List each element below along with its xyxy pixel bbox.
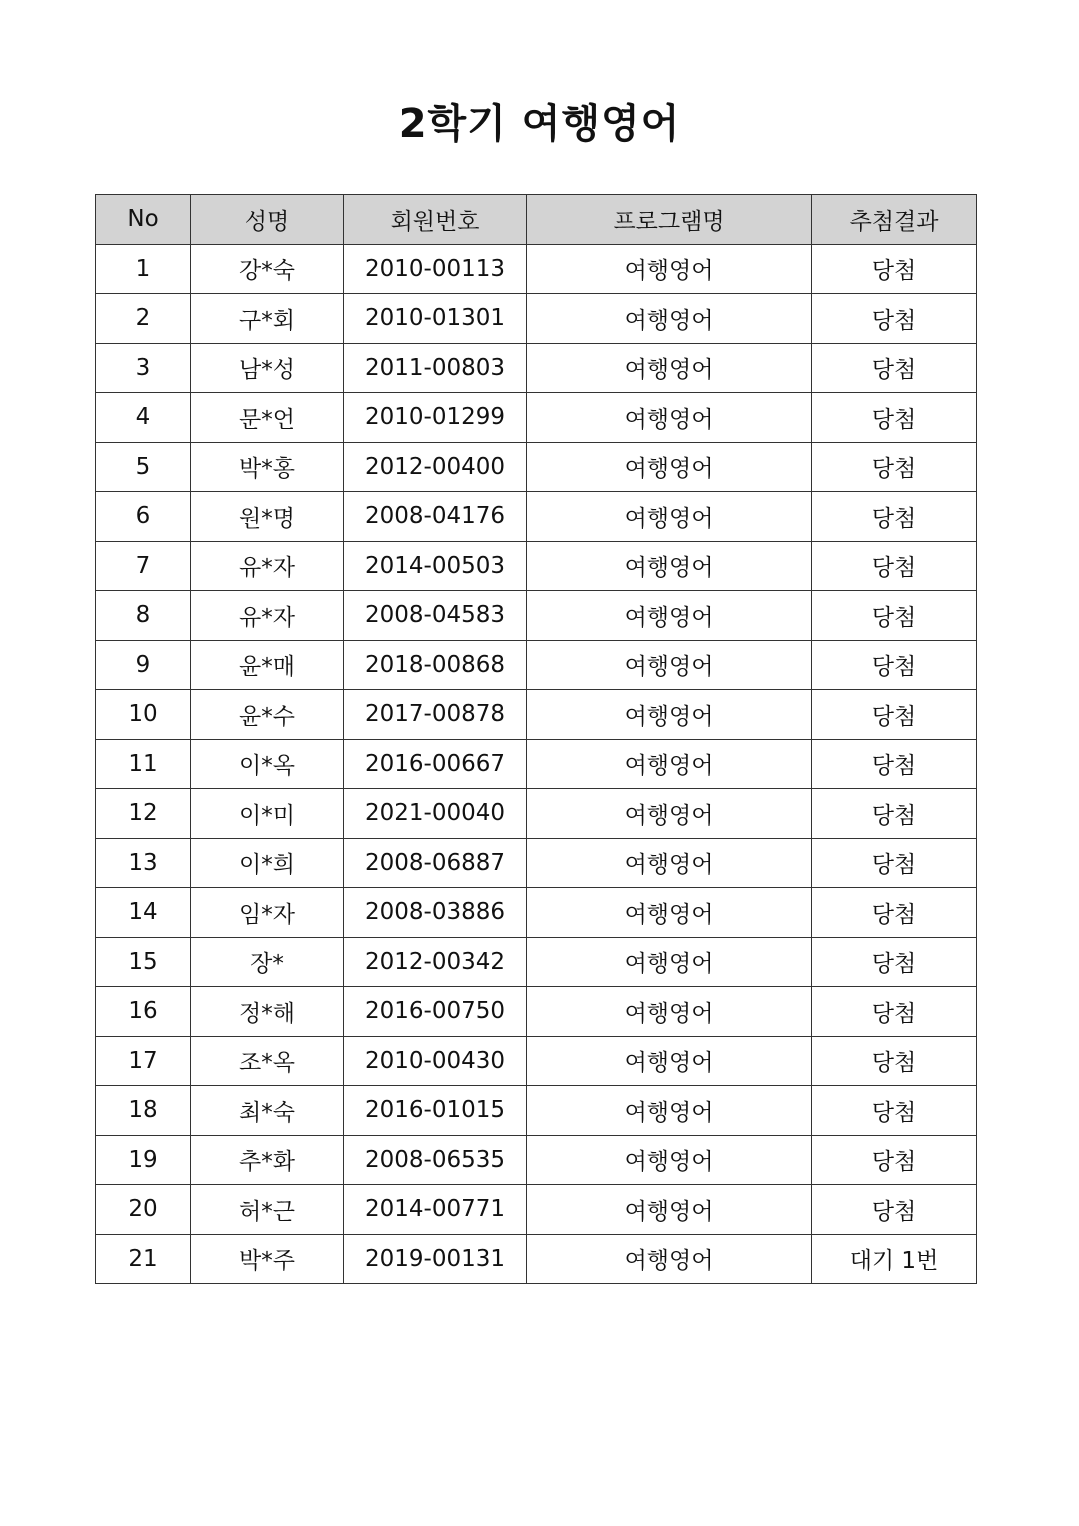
cell-member-number: 2021-00040 [344,789,527,839]
cell-name: 박*주 [191,1234,344,1284]
header-name: 성명 [191,195,344,245]
lottery-results-table [95,194,977,1284]
table-row [96,244,977,294]
cell-no: 9 [96,640,191,690]
table-row [96,690,977,740]
cell-program-name: 여행영어 [527,393,812,443]
cell-name: 윤*매 [191,640,344,690]
table-row [96,640,977,690]
cell-name: 원*명 [191,492,344,542]
table-row [96,888,977,938]
table-row [96,1135,977,1185]
cell-no: 10 [96,690,191,740]
cell-lottery-result: 당첨 [812,838,977,888]
cell-program-name: 여행영어 [527,541,812,591]
cell-name: 조*옥 [191,1036,344,1086]
cell-name: 유*자 [191,541,344,591]
cell-no: 14 [96,888,191,938]
cell-lottery-result: 당첨 [812,591,977,641]
cell-name: 강*숙 [191,244,344,294]
cell-member-number: 2011-00803 [344,343,527,393]
cell-no: 19 [96,1135,191,1185]
cell-name: 구*회 [191,294,344,344]
cell-lottery-result: 당첨 [812,343,977,393]
table-row [96,442,977,492]
cell-lottery-result: 당첨 [812,541,977,591]
cell-member-number: 2016-00667 [344,739,527,789]
cell-no: 2 [96,294,191,344]
cell-name: 이*희 [191,838,344,888]
cell-program-name: 여행영어 [527,739,812,789]
cell-no: 8 [96,591,191,641]
cell-member-number: 2010-00430 [344,1036,527,1086]
cell-no: 12 [96,789,191,839]
cell-lottery-result: 당첨 [812,244,977,294]
cell-name: 윤*수 [191,690,344,740]
cell-member-number: 2016-00750 [344,987,527,1037]
header-lottery-result: 추첨결과 [812,195,977,245]
header-member-number: 회원번호 [344,195,527,245]
cell-lottery-result: 당첨 [812,739,977,789]
cell-lottery-result: 당첨 [812,690,977,740]
cell-no: 18 [96,1086,191,1136]
table-row [96,739,977,789]
cell-program-name: 여행영어 [527,640,812,690]
cell-program-name: 여행영어 [527,591,812,641]
cell-name: 박*홍 [191,442,344,492]
cell-no: 7 [96,541,191,591]
cell-no: 3 [96,343,191,393]
cell-no: 16 [96,987,191,1037]
table-row [96,343,977,393]
cell-lottery-result: 당첨 [812,393,977,443]
header-program-name: 프로그램명 [527,195,812,245]
cell-no: 1 [96,244,191,294]
cell-program-name: 여행영어 [527,838,812,888]
cell-name: 장* [191,937,344,987]
cell-lottery-result: 당첨 [812,1036,977,1086]
cell-member-number: 2017-00878 [344,690,527,740]
cell-lottery-result: 대기 1번 [812,1234,977,1284]
cell-name: 문*언 [191,393,344,443]
cell-program-name: 여행영어 [527,244,812,294]
cell-name: 남*성 [191,343,344,393]
cell-member-number: 2010-01301 [344,294,527,344]
cell-member-number: 2008-06887 [344,838,527,888]
table-row [96,393,977,443]
cell-member-number: 2010-00113 [344,244,527,294]
header-row [96,195,977,245]
cell-member-number: 2010-01299 [344,393,527,443]
cell-lottery-result: 당첨 [812,492,977,542]
cell-no: 21 [96,1234,191,1284]
cell-lottery-result: 당첨 [812,888,977,938]
cell-program-name: 여행영어 [527,442,812,492]
table-row [96,541,977,591]
cell-name: 이*미 [191,789,344,839]
cell-program-name: 여행영어 [527,888,812,938]
cell-lottery-result: 당첨 [812,442,977,492]
cell-lottery-result: 당첨 [812,294,977,344]
table-row [96,987,977,1037]
cell-no: 20 [96,1185,191,1235]
table-row [96,294,977,344]
cell-no: 15 [96,937,191,987]
cell-name: 임*자 [191,888,344,938]
table-header [96,195,977,245]
cell-lottery-result: 당첨 [812,1185,977,1235]
cell-program-name: 여행영어 [527,1234,812,1284]
cell-member-number: 2019-00131 [344,1234,527,1284]
cell-lottery-result: 당첨 [812,1135,977,1185]
cell-member-number: 2008-03886 [344,888,527,938]
cell-name: 유*자 [191,591,344,641]
table-row [96,789,977,839]
cell-no: 13 [96,838,191,888]
cell-no: 6 [96,492,191,542]
table-row [96,591,977,641]
table-row [96,937,977,987]
cell-program-name: 여행영어 [527,1185,812,1235]
cell-program-name: 여행영어 [527,1086,812,1136]
table-row [96,492,977,542]
cell-member-number: 2012-00400 [344,442,527,492]
cell-member-number: 2008-04176 [344,492,527,542]
cell-no: 11 [96,739,191,789]
cell-program-name: 여행영어 [527,343,812,393]
cell-lottery-result: 당첨 [812,987,977,1037]
cell-program-name: 여행영어 [527,1036,812,1086]
table-row [96,838,977,888]
cell-program-name: 여행영어 [527,1135,812,1185]
table-row [96,1185,977,1235]
cell-lottery-result: 당첨 [812,937,977,987]
cell-lottery-result: 당첨 [812,640,977,690]
cell-no: 5 [96,442,191,492]
cell-member-number: 2018-00868 [344,640,527,690]
table-row [96,1036,977,1086]
cell-member-number: 2016-01015 [344,1086,527,1136]
cell-program-name: 여행영어 [527,987,812,1037]
cell-program-name: 여행영어 [527,937,812,987]
cell-program-name: 여행영어 [527,690,812,740]
cell-lottery-result: 당첨 [812,789,977,839]
cell-name: 정*해 [191,987,344,1037]
cell-member-number: 2008-04583 [344,591,527,641]
cell-no: 4 [96,393,191,443]
cell-name: 이*옥 [191,739,344,789]
cell-program-name: 여행영어 [527,294,812,344]
cell-lottery-result: 당첨 [812,1086,977,1136]
cell-program-name: 여행영어 [527,789,812,839]
cell-member-number: 2014-00771 [344,1185,527,1235]
page-title: 2학기 여행영어 [398,101,681,147]
cell-member-number: 2014-00503 [344,541,527,591]
cell-member-number: 2008-06535 [344,1135,527,1185]
cell-name: 추*화 [191,1135,344,1185]
cell-name: 허*근 [191,1185,344,1235]
header-no: No [96,195,191,245]
cell-program-name: 여행영어 [527,492,812,542]
cell-name: 최*숙 [191,1086,344,1136]
cell-member-number: 2012-00342 [344,937,527,987]
table-row [96,1086,977,1136]
cell-no: 17 [96,1036,191,1086]
table-row [96,1234,977,1284]
table-body [96,244,977,1284]
